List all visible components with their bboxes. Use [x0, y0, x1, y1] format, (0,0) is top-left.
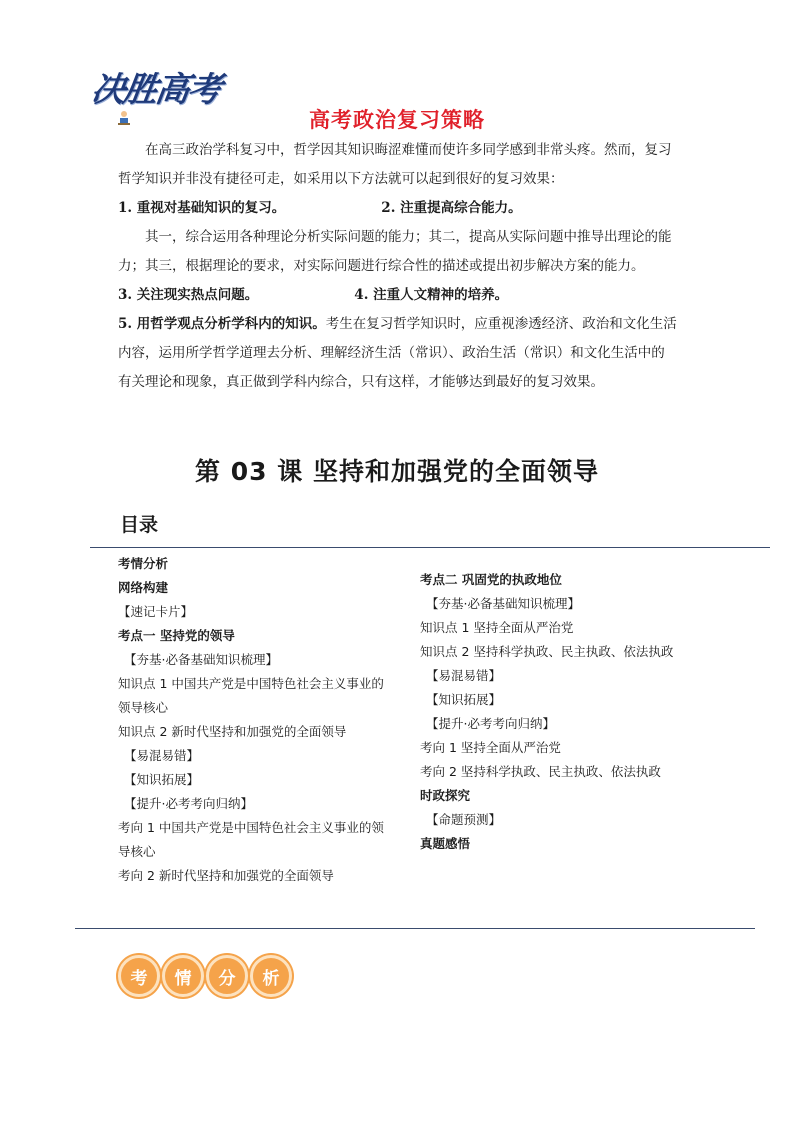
intro-points-row-2	[118, 281, 678, 310]
toc-item[interactable]: 考点二 巩固党的执政地位	[420, 572, 562, 587]
toc-item[interactable]: 【命题预测】	[426, 812, 502, 827]
point-5: 5. 用哲学观点分析学科内的知识。	[118, 316, 326, 332]
toc-item[interactable]: 考点一 坚持党的领导	[118, 628, 235, 643]
point-2: 2. 注重提高综合能力。	[381, 200, 522, 216]
toc-item[interactable]: 知识点 1 坚持全面从严治党	[420, 620, 574, 635]
toc-item[interactable]: 知识点 1 中国共产党是中国特色社会主义事业的领导核心	[118, 676, 384, 715]
logo-text: 决胜高考	[88, 70, 223, 110]
toc-item[interactable]: 【知识拓展】	[124, 772, 200, 787]
toc-item[interactable]: 【提升·必考考向归纳】	[124, 796, 253, 811]
toc-item[interactable]: 【速记卡片】	[118, 604, 194, 619]
section-badge-exam-analysis	[118, 955, 292, 999]
toc-item[interactable]: 【易混易错】	[426, 668, 502, 683]
toc-item[interactable]: 【知识拓展】	[426, 692, 502, 707]
toc-left-column	[118, 552, 388, 888]
toc-item[interactable]: 考情分析	[118, 556, 169, 571]
toc-item[interactable]: 真题感悟	[420, 836, 471, 851]
toc-item[interactable]: 知识点 2 坚持科学执政、民主执政、依法执政	[420, 644, 674, 659]
toc-item[interactable]: 【夯基·必备基础知识梳理】	[124, 652, 278, 667]
point-3: 3. 关注现实热点问题。	[118, 287, 259, 303]
toc-item[interactable]: 知识点 2 新时代坚持和加强党的全面领导	[118, 724, 347, 739]
point-1: 1. 重视对基础知识的复习。	[118, 200, 286, 216]
toc-divider-bottom	[75, 928, 755, 929]
intro-points-row-1	[118, 194, 678, 223]
toc-item[interactable]: 考向 1 中国共产党是中国特色社会主义事业的领导核心	[118, 820, 384, 859]
toc-item[interactable]: 【夯基·必备基础知识梳理】	[426, 596, 580, 611]
toc-item[interactable]: 考向 2 坚持科学执政、民主执政、依法执政	[420, 764, 661, 779]
toc-item[interactable]: 网络构建	[118, 580, 169, 595]
toc-item[interactable]: 【提升·必考考向归纳】	[426, 716, 555, 731]
toc-item[interactable]: 考向 1 坚持全面从严治党	[420, 740, 561, 755]
badge-char: 析	[250, 955, 292, 997]
toc-item[interactable]: 考向 2 新时代坚持和加强党的全面领导	[118, 868, 334, 883]
badge-char: 情	[162, 955, 204, 997]
toc-right-column	[420, 568, 690, 856]
point-4: 4. 注重人文精神的培养。	[354, 287, 509, 303]
intro-paragraph-2: 其一，综合运用各种理论分析实际问题的能力；其二，提高从实际问题中推导出理论的能力；其三，根据理论的要求，对实际问题进行综合性的描述或提出初步解决方案的能力。	[118, 229, 672, 274]
badge-char: 分	[206, 955, 248, 997]
toc-item[interactable]: 时政探究	[420, 788, 471, 803]
intro-section	[118, 136, 678, 397]
badge-char: 考	[118, 955, 160, 997]
toc-divider-top	[90, 547, 770, 548]
toc-item[interactable]: 【易混易错】	[124, 748, 200, 763]
intro-paragraph-1: 在高三政治学科复习中，哲学因其知识晦涩难懂而使许多同学感到非常头疼。然而，复习哲学知识并非没有捷径可走，如采用以下方法就可以起到很好的复习效果：	[118, 142, 672, 187]
lesson-title: 第 03 课 坚持和加强党的全面领导	[195, 457, 599, 486]
intro-paragraph-3	[118, 310, 678, 397]
toc-heading: 目录	[120, 514, 159, 536]
strategy-title: 高考政治复习策略	[309, 108, 485, 132]
point-5-text: 考生在复习哲学知识时，应重视渗透经济、政治和文化生活内容，运用所学哲学道理去分析、理解经济生活（常识）、政治生活（常识）和文化生活中的有关理论和现象，真正做到学科内综合，只有这样，才能够达到最好的复习效果。	[118, 316, 677, 390]
